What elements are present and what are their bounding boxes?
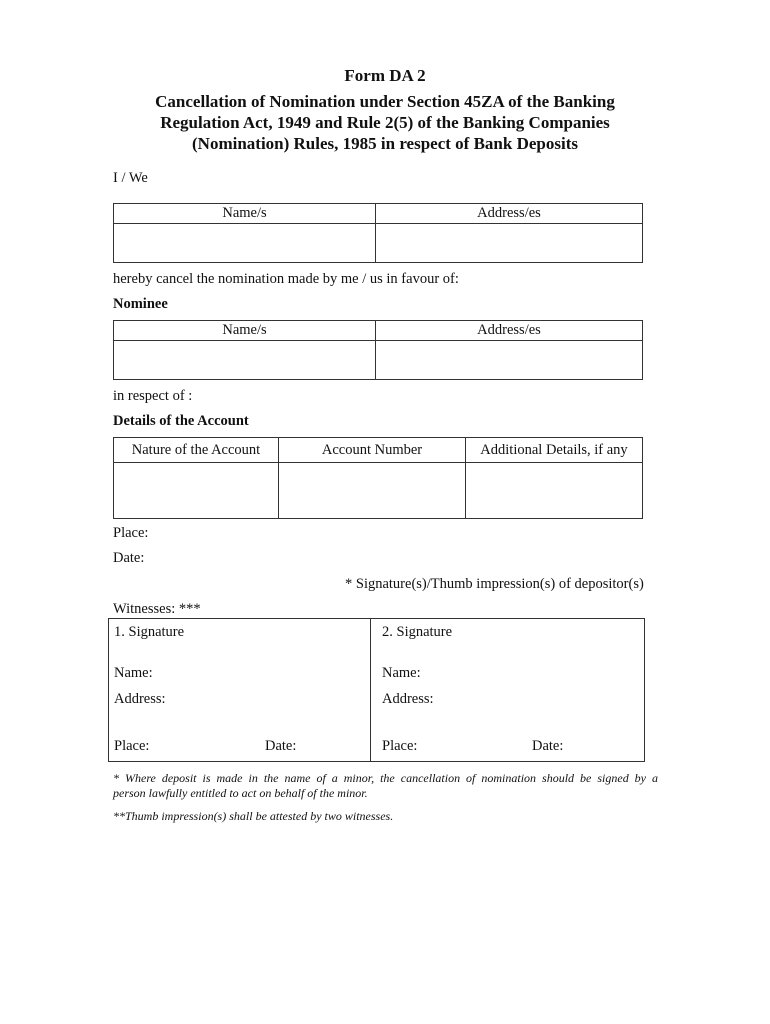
account-number-header: Account Number	[279, 438, 466, 463]
date-label: Date:	[113, 550, 145, 566]
form-heading-line-1: Cancellation of Nomination under Section 45ZA of the Banking	[155, 92, 615, 111]
witness-1-signature[interactable]: 1. Signature	[114, 624, 185, 640]
witnesses-box	[108, 618, 645, 762]
account-nature-header: Nature of the Account	[114, 438, 279, 463]
witness-2-name[interactable]: Name:	[382, 665, 421, 681]
nominee-addresses-header: Address/es	[376, 321, 643, 341]
depositor-table	[113, 203, 643, 263]
signature-caption: * Signature(s)/Thumb impression(s) of depositor(s)	[345, 576, 644, 592]
minor-note-line-2: person lawfully entitled to act on behalf of the minor.	[113, 786, 368, 800]
account-table	[113, 437, 643, 519]
form-heading-line-3: (Nomination) Rules, 1985 in respect of Bank Deposits	[192, 134, 578, 153]
depositor-addresses-header: Address/es	[376, 204, 643, 224]
thumb-impression-note: **Thumb impression(s) shall be attested by two witnesses.	[113, 809, 394, 823]
witnesses-label: Witnesses: ***	[113, 601, 201, 617]
nominee-names-header: Name/s	[114, 321, 376, 341]
form-heading	[100, 91, 670, 154]
account-details-cell[interactable]	[466, 463, 643, 519]
witness-2-signature[interactable]: 2. Signature	[382, 624, 453, 640]
account-number-cell[interactable]	[279, 463, 466, 519]
depositor-addresses-cell[interactable]	[376, 224, 643, 263]
form-heading-line-2: Regulation Act, 1949 and Rule 2(5) of the Banking Companies	[160, 113, 610, 132]
witness-1-place[interactable]: Place:	[114, 738, 150, 754]
cancel-statement: hereby cancel the nomination made by me / us in favour of:	[113, 271, 459, 287]
nominee-table	[113, 320, 643, 380]
respect-statement: in respect of :	[113, 388, 193, 404]
nominee-addresses-cell[interactable]	[376, 341, 643, 380]
witness-divider	[370, 619, 371, 761]
depositor-names-cell[interactable]	[114, 224, 376, 263]
account-details-label: Details of the Account	[113, 413, 249, 429]
depositor-names-header: Name/s	[114, 204, 376, 224]
form-title: Form DA 2	[344, 66, 426, 85]
witness-2-place[interactable]: Place:	[382, 738, 418, 754]
account-nature-cell[interactable]	[114, 463, 279, 519]
nominee-label: Nominee	[113, 296, 168, 312]
witness-1-name[interactable]: Name:	[114, 665, 153, 681]
nominee-names-cell[interactable]	[114, 341, 376, 380]
place-label: Place:	[113, 525, 149, 541]
depositor-label: I / We	[113, 170, 148, 186]
witness-1-address[interactable]: Address:	[114, 691, 166, 707]
account-details-header: Additional Details, if any	[466, 438, 643, 463]
witness-1-date[interactable]: Date:	[265, 738, 297, 754]
minor-note	[113, 771, 658, 801]
witness-2-address[interactable]: Address:	[382, 691, 434, 707]
witness-2-date[interactable]: Date:	[532, 738, 564, 754]
minor-note-line-1: * Where deposit is made in the name of a minor, the cancellation of nomination should be signed by a	[113, 771, 658, 785]
